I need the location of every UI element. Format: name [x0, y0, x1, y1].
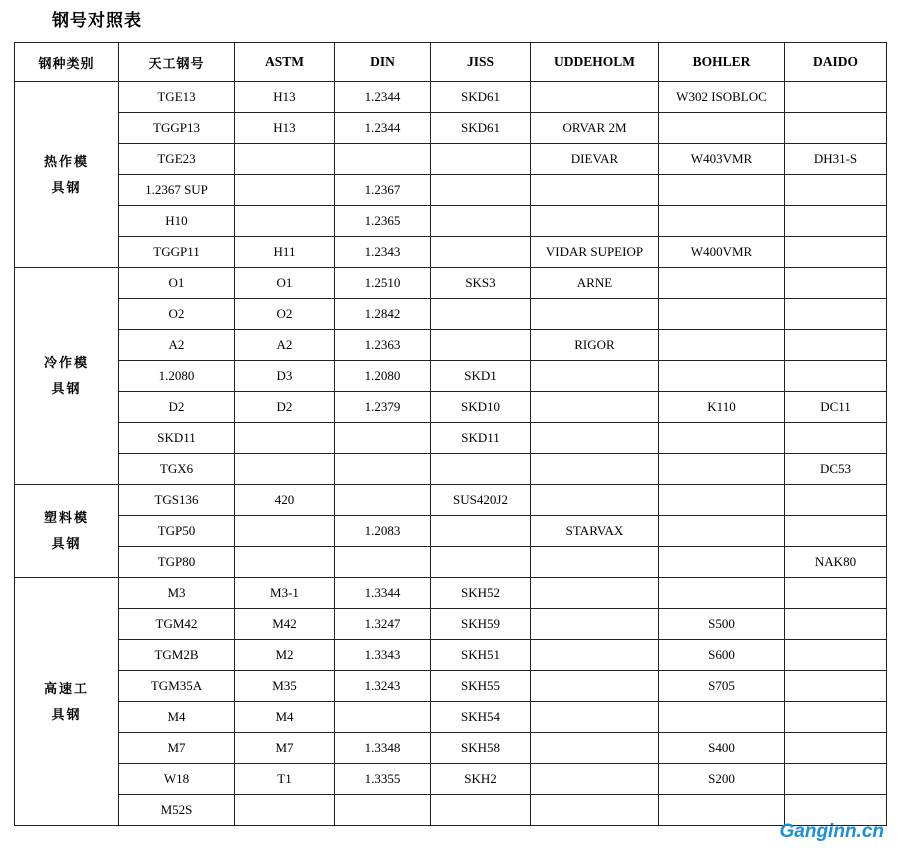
category-label: 塑料模具钢	[43, 510, 89, 551]
table-cell	[431, 516, 531, 547]
table-cell: W302 ISOBLOC	[659, 82, 785, 113]
table-cell	[431, 454, 531, 485]
table-cell: TGGP11	[119, 237, 235, 268]
table-cell: ORVAR 2M	[531, 113, 659, 144]
table-cell	[431, 144, 531, 175]
table-cell	[785, 330, 887, 361]
table-cell: 1.3344	[335, 578, 431, 609]
category-cell	[15, 268, 119, 485]
table-row	[15, 671, 887, 702]
table-cell: H10	[119, 206, 235, 237]
table-cell	[531, 299, 659, 330]
table-row	[15, 299, 887, 330]
table-cell	[531, 175, 659, 206]
table-cell	[785, 733, 887, 764]
table-cell: A2	[235, 330, 335, 361]
table-cell	[785, 516, 887, 547]
table-cell	[531, 671, 659, 702]
table-cell	[531, 361, 659, 392]
table-cell: SKH59	[431, 609, 531, 640]
table-cell	[785, 113, 887, 144]
table-cell: SKH2	[431, 764, 531, 795]
table-cell: SKD61	[431, 113, 531, 144]
table-cell	[531, 733, 659, 764]
table-cell: 1.2344	[335, 113, 431, 144]
category-cell	[15, 82, 119, 268]
table-cell: S600	[659, 640, 785, 671]
table-cell	[235, 547, 335, 578]
table-row	[15, 82, 887, 113]
category-label: 冷作模具钢	[43, 355, 89, 396]
table-cell: D3	[235, 361, 335, 392]
table-cell	[659, 330, 785, 361]
table-cell	[235, 175, 335, 206]
table-cell	[659, 485, 785, 516]
table-row	[15, 547, 887, 578]
steel-comparison-table-wrap	[14, 42, 886, 826]
table-cell	[531, 609, 659, 640]
table-cell	[785, 175, 887, 206]
table-row	[15, 795, 887, 826]
table-cell: SKS3	[431, 268, 531, 299]
table-cell	[531, 578, 659, 609]
table-cell: O2	[119, 299, 235, 330]
column-header-category: 钢种类别	[15, 43, 119, 82]
table-row	[15, 764, 887, 795]
category-label: 热作模具钢	[43, 153, 89, 195]
table-cell: M3-1	[235, 578, 335, 609]
table-cell	[531, 206, 659, 237]
table-row	[15, 330, 887, 361]
table-cell: S400	[659, 733, 785, 764]
table-cell: RIGOR	[531, 330, 659, 361]
table-cell: SKD10	[431, 392, 531, 423]
table-cell: SKD11	[119, 423, 235, 454]
table-cell	[785, 702, 887, 733]
table-cell: 1.3348	[335, 733, 431, 764]
table-header-row	[15, 43, 887, 82]
table-cell	[531, 764, 659, 795]
column-header-uddeholm: UDDEHOLM	[531, 43, 659, 82]
table-cell	[785, 764, 887, 795]
table-cell	[659, 516, 785, 547]
table-cell	[659, 268, 785, 299]
table-cell: D2	[119, 392, 235, 423]
table-cell: TGP50	[119, 516, 235, 547]
page-title: 钢号对照表	[52, 11, 142, 30]
table-cell	[531, 795, 659, 826]
table-cell: TGS136	[119, 485, 235, 516]
table-cell: SKD11	[431, 423, 531, 454]
table-cell	[335, 702, 431, 733]
table-cell	[659, 578, 785, 609]
table-cell: W400VMR	[659, 237, 785, 268]
table-cell: S500	[659, 609, 785, 640]
table-cell: VIDAR SUPEIOP	[531, 237, 659, 268]
table-cell: SKH58	[431, 733, 531, 764]
table-cell: DH31-S	[785, 144, 887, 175]
table-cell: M3	[119, 578, 235, 609]
table-cell: K110	[659, 392, 785, 423]
table-row	[15, 609, 887, 640]
table-cell: SKH54	[431, 702, 531, 733]
table-cell	[431, 299, 531, 330]
table-cell: TGM35A	[119, 671, 235, 702]
table-cell	[785, 268, 887, 299]
table-cell: T1	[235, 764, 335, 795]
table-cell	[531, 547, 659, 578]
table-cell	[659, 702, 785, 733]
table-cell	[531, 423, 659, 454]
table-cell	[785, 609, 887, 640]
table-cell: TGM42	[119, 609, 235, 640]
table-cell: S200	[659, 764, 785, 795]
table-cell: 1.3343	[335, 640, 431, 671]
table-cell	[431, 330, 531, 361]
table-cell: 1.2367 SUP	[119, 175, 235, 206]
table-cell: W403VMR	[659, 144, 785, 175]
table-cell	[659, 113, 785, 144]
table-header	[15, 43, 887, 82]
table-cell	[235, 516, 335, 547]
table-cell: TGGP13	[119, 113, 235, 144]
table-cell	[235, 206, 335, 237]
table-cell: M52S	[119, 795, 235, 826]
table-cell: H13	[235, 82, 335, 113]
table-cell: DIEVAR	[531, 144, 659, 175]
table-cell: 1.3355	[335, 764, 431, 795]
table-cell	[431, 206, 531, 237]
table-cell: 1.2510	[335, 268, 431, 299]
table-row	[15, 268, 887, 299]
table-cell	[659, 454, 785, 485]
category-cell	[15, 578, 119, 826]
table-cell	[531, 392, 659, 423]
column-header-daido: DAIDO	[785, 43, 887, 82]
category-cell	[15, 485, 119, 578]
table-cell	[431, 547, 531, 578]
table-cell	[785, 299, 887, 330]
table-cell	[235, 144, 335, 175]
table-cell: 1.2367	[335, 175, 431, 206]
table-cell: NAK80	[785, 547, 887, 578]
table-cell	[335, 485, 431, 516]
table-cell: M4	[235, 702, 335, 733]
column-header-astm: ASTM	[235, 43, 335, 82]
table-cell: SKD61	[431, 82, 531, 113]
table-cell	[235, 454, 335, 485]
table-cell: A2	[119, 330, 235, 361]
table-cell	[785, 361, 887, 392]
column-header-din: DIN	[335, 43, 431, 82]
table-cell: 1.2379	[335, 392, 431, 423]
table-cell: 1.2343	[335, 237, 431, 268]
table-cell: ARNE	[531, 268, 659, 299]
table-row	[15, 237, 887, 268]
table-row	[15, 516, 887, 547]
table-cell	[659, 361, 785, 392]
table-cell: TGX6	[119, 454, 235, 485]
table-cell: M7	[119, 733, 235, 764]
table-cell: 1.2365	[335, 206, 431, 237]
table-cell	[431, 175, 531, 206]
table-cell	[659, 547, 785, 578]
table-cell: TGE13	[119, 82, 235, 113]
table-cell	[431, 237, 531, 268]
steel-comparison-table	[14, 42, 887, 826]
table-cell	[531, 485, 659, 516]
table-row	[15, 175, 887, 206]
table-cell: 1.2344	[335, 82, 431, 113]
table-cell	[785, 237, 887, 268]
table-cell	[785, 423, 887, 454]
table-cell: STARVAX	[531, 516, 659, 547]
table-cell: 420	[235, 485, 335, 516]
table-cell	[785, 640, 887, 671]
table-row	[15, 454, 887, 485]
table-row	[15, 640, 887, 671]
table-cell: D2	[235, 392, 335, 423]
table-cell: 1.2080	[335, 361, 431, 392]
table-cell	[785, 82, 887, 113]
table-cell	[335, 795, 431, 826]
table-cell	[335, 454, 431, 485]
table-cell: 1.2083	[335, 516, 431, 547]
table-cell: O2	[235, 299, 335, 330]
table-row	[15, 113, 887, 144]
table-row	[15, 485, 887, 516]
table-cell	[531, 702, 659, 733]
table-cell	[335, 144, 431, 175]
table-cell: TGE23	[119, 144, 235, 175]
table-cell: M2	[235, 640, 335, 671]
table-cell	[659, 206, 785, 237]
table-cell: M42	[235, 609, 335, 640]
category-label: 高速工具钢	[43, 680, 89, 722]
table-cell: M4	[119, 702, 235, 733]
table-cell: SKH51	[431, 640, 531, 671]
table-cell: 1.3247	[335, 609, 431, 640]
table-cell	[785, 485, 887, 516]
table-row	[15, 144, 887, 175]
table-cell	[659, 175, 785, 206]
table-cell: H13	[235, 113, 335, 144]
watermark: Ganginn.cn	[779, 821, 884, 842]
column-header-jiss: JISS	[431, 43, 531, 82]
table-cell: TGP80	[119, 547, 235, 578]
table-cell: O1	[119, 268, 235, 299]
table-cell: DC53	[785, 454, 887, 485]
table-cell: M35	[235, 671, 335, 702]
table-cell: 1.2080	[119, 361, 235, 392]
table-cell	[235, 423, 335, 454]
table-cell	[335, 547, 431, 578]
table-row	[15, 702, 887, 733]
table-cell: W18	[119, 764, 235, 795]
table-cell	[531, 82, 659, 113]
column-header-tiangong: 天工钢号	[119, 43, 235, 82]
table-body	[15, 82, 887, 826]
table-row	[15, 578, 887, 609]
table-cell	[531, 454, 659, 485]
table-cell: 1.2842	[335, 299, 431, 330]
table-cell: S705	[659, 671, 785, 702]
table-row	[15, 361, 887, 392]
column-header-bohler: BOHLER	[659, 43, 785, 82]
table-row	[15, 733, 887, 764]
table-cell: SUS420J2	[431, 485, 531, 516]
table-cell	[785, 671, 887, 702]
table-cell: M7	[235, 733, 335, 764]
table-cell: 1.3243	[335, 671, 431, 702]
table-cell: O1	[235, 268, 335, 299]
table-cell	[659, 299, 785, 330]
table-cell	[235, 795, 335, 826]
table-cell: SKH52	[431, 578, 531, 609]
table-cell: H11	[235, 237, 335, 268]
table-cell	[659, 795, 785, 826]
table-cell	[785, 206, 887, 237]
table-cell: TGM2B	[119, 640, 235, 671]
table-cell	[785, 578, 887, 609]
table-cell	[335, 423, 431, 454]
table-row	[15, 206, 887, 237]
table-cell: 1.2363	[335, 330, 431, 361]
table-cell	[431, 795, 531, 826]
table-cell: DC11	[785, 392, 887, 423]
table-cell: SKH55	[431, 671, 531, 702]
table-cell: SKD1	[431, 361, 531, 392]
table-row	[15, 423, 887, 454]
table-cell	[659, 423, 785, 454]
table-row	[15, 392, 887, 423]
table-cell	[531, 640, 659, 671]
